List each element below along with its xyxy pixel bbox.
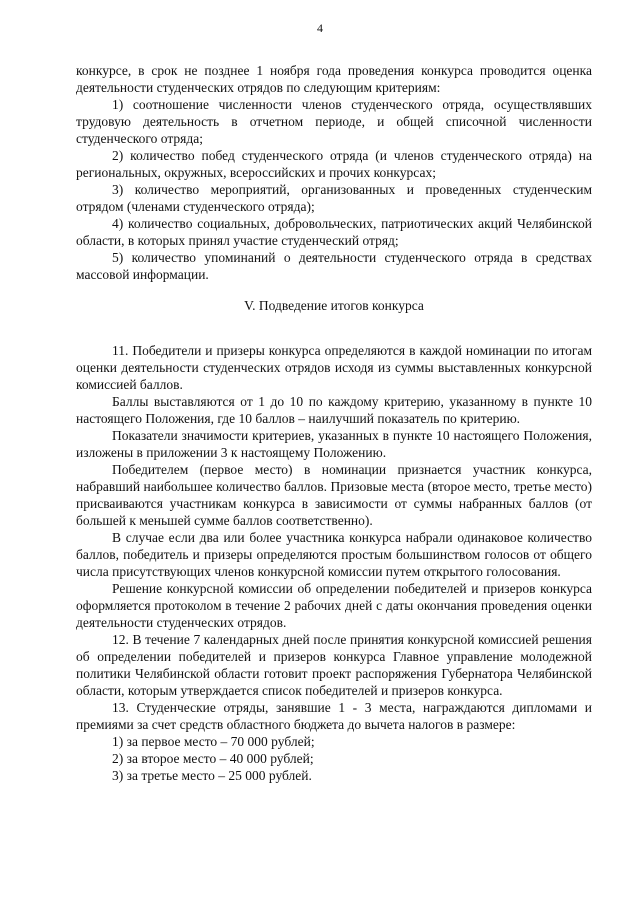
paragraph-12: 12. В течение 7 календарных дней после принятия конкурсной комиссией решения об определении победителей и призеров конкурса Главное управление молодежной политики Челябинской области готовит проект распоряжения Губернатора Челябинской области, которым утверждается список победителей и призеров конкурса. [76,632,592,698]
paragraph: конкурсе, в срок не позднее 1 ноября года проведения конкурса проводится оценка деятельности студенческих отрядов по следующим критериям: [76,63,592,95]
criterion-2: 2) количество побед студенческого отряда (и членов студенческого отряда) на региональных, окружных, всероссийских и прочих конкурсах; [76,148,592,180]
criterion-1: 1) соотношение численности членов студенческого отряда, осуществлявших трудовую деятельность в отчетном периоде, и общей списочной численности студенческого отряда; [76,97,592,146]
criterion-4: 4) количество социальных, добровольческих, патриотических акций Челябинской области, в которых принял участие студенческий отряд; [76,216,592,248]
prize-item-2: 2) за второе место – 40 000 рублей; [112,751,314,766]
paragraph-11: 11. Победители и призеры конкурса определяются в каждой номинации по итогам оценки деятельности студенческих отрядов исходя из суммы выставленных конкурсной комиссией баллов. [76,343,592,392]
paragraph: Решение конкурсной комиссии об определении победителей и призеров конкурса оформляется протоколом в течение 2 рабочих дней с даты окончания проведения оценки деятельности студенческих отрядов. [76,581,592,630]
page-number: 4 [317,21,323,35]
paragraph: Победителем (первое место) в номинации признается участник конкурса, набравший наибольшее количество баллов. Призовые места (второе место, третье место) присваиваются участникам конкурса в зависимости от суммы набранных баллов (от большей к меньшей сумме баллов соответственно). [76,462,592,528]
section-heading: V. Подведение итогов конкурса [244,298,424,313]
paragraph-13: 13. Студенческие отряды, занявшие 1 - 3 места, награждаются дипломами и премиями за счет средств областного бюджета до вычета налогов в размере: [76,700,592,732]
criterion-5: 5) количество упоминаний о деятельности студенческого отряда в средствах массовой информации. [76,250,592,282]
paragraph: Баллы выставляются от 1 до 10 по каждому критерию, указанному в пункте 10 настоящего Положения, где 10 баллов – наилучший показатель по критерию. [76,394,592,426]
prize-item-3: 3) за третье место – 25 000 рублей. [112,768,312,783]
document-body [76,62,592,784]
criterion-3: 3) количество мероприятий, организованных и проведенных студенческим отрядом (членами студенческого отряда); [76,182,592,214]
paragraph: В случае если два или более участника конкурса набрали одинаковое количество баллов, победитель и призеры определяются простым большинством голосов от общего числа присутствующих членов конкурсной комиссии путем открытого голосования. [76,530,592,579]
paragraph: Показатели значимости критериев, указанных в пункте 10 настоящего Положения, изложены в приложении 3 к настоящему Положению. [76,428,592,460]
prize-item-1: 1) за первое место – 70 000 рублей; [112,734,315,749]
